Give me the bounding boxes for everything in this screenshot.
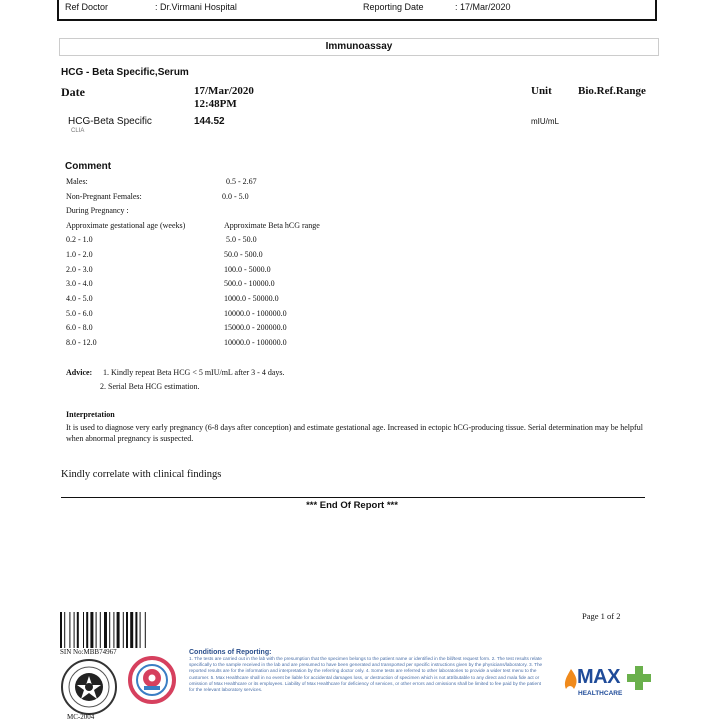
hcg-range-header: Approximate Beta hCG range xyxy=(224,221,320,230)
quality-badge-icon xyxy=(121,656,183,704)
conditions-text: 1. The tests are carried out in the lab with the presumption that the specimen belongs to the patient name or identified in the bill/test request form. 2. The test results relate specifically to the sample received in the lab and are presumed to have been generated and transported per specific instructions given by the physicians/laboratory. 3. The reported results are for the information and interpretation by the referring doctor only. 4. Some tests are referred to other laboratories to provide a wider test menu to the customer. 5. Max Healthcare shall in no event be liable for accidental damages loss, or destruction of specimen which is not attributable to any direct and mala fide act or omission of Max Healthcare or its employees. Liability of Max Healthcare for deficiency of services, or other errors and omissions shall be limited to fee paid by the patient for the relevant laboratory services. xyxy=(189,656,543,693)
during-pregnancy-label: During Pregnancy : xyxy=(66,206,129,215)
end-of-report: *** End Of Report *** xyxy=(306,500,398,511)
gestational-age-header: Approximate gestational age (weeks) xyxy=(66,221,186,230)
cross-icon xyxy=(627,666,651,690)
ref-doctor-value: : Dr.Virmani Hospital xyxy=(155,2,237,12)
gest-row-range: 10000.0 - 100000.0 xyxy=(224,338,287,347)
gest-row-weeks: 4.0 - 5.0 xyxy=(66,294,93,303)
date-column-header: Date xyxy=(61,85,85,99)
males-value: 0.5 - 2.67 xyxy=(226,177,257,186)
conditions-title: Conditions of Reporting: xyxy=(189,649,272,656)
males-label: Males: xyxy=(66,177,88,186)
gest-row-range: 5.0 - 50.0 xyxy=(226,235,257,244)
ref-doctor-label: Ref Doctor xyxy=(65,2,109,12)
comment-title: Comment xyxy=(65,161,112,172)
mc-code: MC-2004 xyxy=(67,713,95,721)
range-column-header: Bio.Ref.Range xyxy=(578,85,646,97)
gest-row-weeks: 6.0 - 8.0 xyxy=(66,323,93,332)
gest-row-range: 15000.0 - 200000.0 xyxy=(224,323,287,332)
advice-line-2: 2. Serial Beta HCG estimation. xyxy=(100,382,200,391)
nonpreg-label: Non-Pregnant Females: xyxy=(66,192,142,201)
reporting-date-label: Reporting Date xyxy=(363,2,424,12)
interpretation-title: Interpretation xyxy=(66,410,115,419)
nonpreg-value: 0.0 - 5.0 xyxy=(222,192,249,201)
gest-row-range: 500.0 - 10000.0 xyxy=(224,279,275,288)
patient-header-box xyxy=(57,0,657,21)
accreditation-seal-icon xyxy=(60,658,118,716)
gest-row-weeks: 1.0 - 2.0 xyxy=(66,250,93,259)
gest-row-weeks: 8.0 - 12.0 xyxy=(66,338,97,347)
gest-row-range: 10000.0 - 100000.0 xyxy=(224,309,287,318)
gest-row-range: 50.0 - 500.0 xyxy=(224,250,263,259)
result-date: 17/Mar/2020 xyxy=(194,85,254,97)
report-divider xyxy=(61,497,645,498)
test-name: HCG-Beta Specific xyxy=(68,116,152,127)
result-datetime xyxy=(194,85,254,111)
advice-label: Advice: xyxy=(66,368,93,377)
logo-subtext: HEALTHCARE xyxy=(578,690,623,697)
gest-row-weeks: 0.2 - 1.0 xyxy=(66,235,93,244)
test-method: CLIA xyxy=(71,128,85,134)
max-healthcare-logo xyxy=(562,664,662,700)
section-title-bar xyxy=(59,38,659,56)
result-time: 12:48PM xyxy=(194,98,237,110)
barcode xyxy=(60,612,180,648)
gest-row-range: 100.0 - 5000.0 xyxy=(224,265,271,274)
logo-text: MAX xyxy=(577,666,620,688)
test-result: 144.52 xyxy=(194,116,225,127)
test-unit: mIU/mL xyxy=(531,117,559,126)
gest-row-weeks: 2.0 - 3.0 xyxy=(66,265,93,274)
gest-row-weeks: 3.0 - 4.0 xyxy=(66,279,93,288)
advice-line-1: 1. Kindly repeat Beta HCG < 5 mIU/mL after 3 - 4 days. xyxy=(103,368,285,377)
gest-row-range: 1000.0 - 50000.0 xyxy=(224,294,279,303)
unit-column-header: Unit xyxy=(531,85,552,97)
sin-number: SIN No:MBB74967 xyxy=(60,648,117,656)
test-group-title: HCG - Beta Specific,Serum xyxy=(61,67,189,78)
conditions-of-reporting xyxy=(189,649,544,693)
reporting-date-value: : 17/Mar/2020 xyxy=(455,2,511,12)
section-title: Immunoassay xyxy=(325,41,393,52)
interpretation-text: It is used to diagnose very early pregnancy (6-8 days after conception) and estimate gestational age. Increased in ectopic hCG-producing tissue. Serial determination may be helpful when abnormal pregnancy is suspected. xyxy=(66,423,643,443)
correlate-note: Kindly correlate with clinical findings xyxy=(61,469,222,480)
gest-row-weeks: 5.0 - 6.0 xyxy=(66,309,93,318)
page-number: Page 1 of 2 xyxy=(582,611,621,621)
